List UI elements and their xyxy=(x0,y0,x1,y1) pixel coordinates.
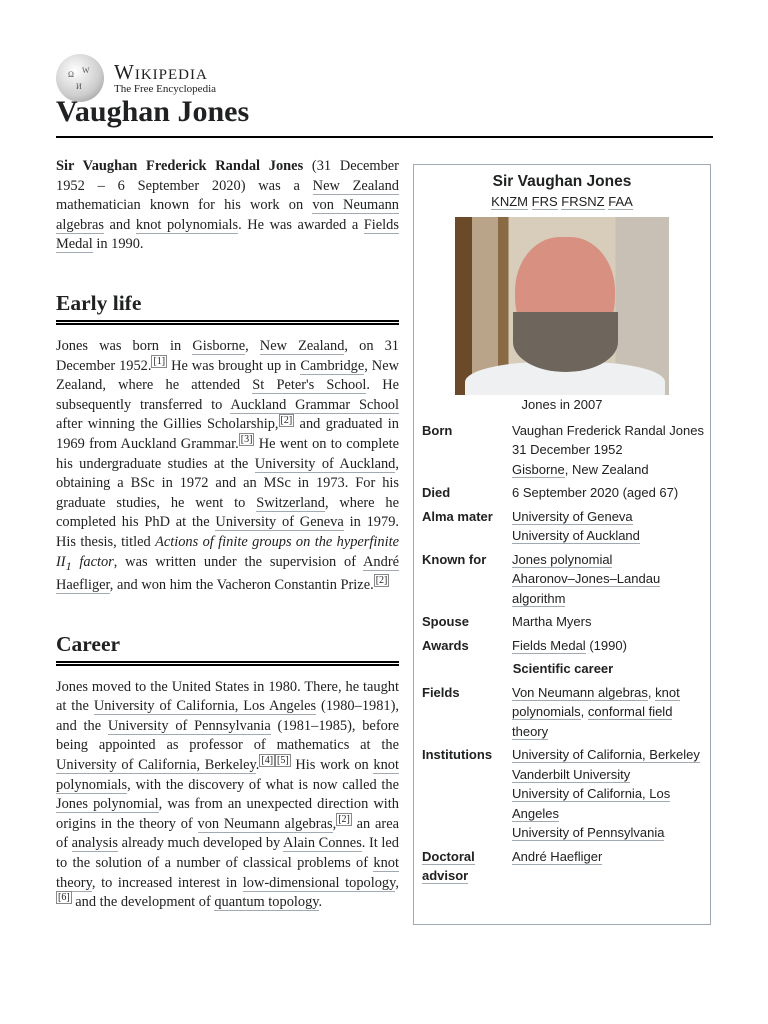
infobox-row xyxy=(418,419,708,482)
infobox-value xyxy=(508,610,708,634)
text: mathematician known for his work on xyxy=(56,197,313,214)
honor-link[interactable]: FAA xyxy=(608,193,633,209)
infobox-row xyxy=(418,743,708,845)
wiki-link[interactable]: von Neumann algebras xyxy=(56,197,399,233)
text: , New Zealand xyxy=(564,461,649,477)
tagline: The Free Encyclopedia xyxy=(114,82,217,95)
paragraph xyxy=(56,678,399,913)
text: . It led to the solution of a number of classical problems of xyxy=(56,835,399,871)
wiki-link[interactable]: University of Geneva xyxy=(512,508,633,524)
paragraph xyxy=(56,157,399,255)
wiki-link[interactable]: Gisborne xyxy=(192,337,246,354)
citation xyxy=(239,433,255,446)
infobox-label[interactable]: Doctoral advisor xyxy=(422,848,475,883)
infobox-row xyxy=(418,481,708,505)
section-heading: Career xyxy=(56,631,399,666)
infobox-value xyxy=(508,481,708,505)
infobox-value xyxy=(508,634,708,658)
honor-link[interactable]: KNZM xyxy=(491,193,529,209)
article-body xyxy=(56,157,399,913)
text: His work on xyxy=(290,756,374,773)
text: . xyxy=(318,894,323,911)
citation-link[interactable]: [2] xyxy=(338,813,350,825)
citation-link[interactable]: [6] xyxy=(58,892,70,904)
text: , xyxy=(245,337,260,354)
text: , on 31 December 1952. xyxy=(56,337,399,374)
section-header: Scientific career xyxy=(512,661,614,676)
text: in 1990. xyxy=(92,236,144,253)
section-heading: Early life xyxy=(56,290,399,325)
citation-link[interactable]: [3] xyxy=(240,434,253,446)
text: , was from an unexpected direction with origins in the theory of xyxy=(56,796,400,832)
text: . He subsequently transferred to xyxy=(56,377,399,413)
infobox-row xyxy=(418,610,708,634)
citation-link[interactable]: [2] xyxy=(280,414,293,426)
citation xyxy=(259,754,275,767)
text: Jones moved to the United States in 1980. There, he taught at the xyxy=(56,678,399,715)
wiki-link[interactable]: Cambridge xyxy=(300,357,365,374)
infobox-honors xyxy=(414,192,710,212)
text: , xyxy=(395,874,399,891)
text: and graduated in 1969 from Auckland Grammar. xyxy=(56,416,400,452)
infobox-label: Spouse xyxy=(422,614,469,629)
wordmark: Wikipedia xyxy=(114,59,208,84)
text: an area of xyxy=(56,815,399,852)
text: after winning the Gillies Scholarship, xyxy=(56,416,279,433)
wiki-link[interactable]: Von Neumann algebras xyxy=(512,684,648,700)
text: (31 December 1952 – 6 September 2020) was a xyxy=(56,158,399,194)
text: He was brought up in xyxy=(167,357,301,374)
text: Jones was born in xyxy=(56,337,193,354)
infobox-label: Institutions xyxy=(422,747,493,762)
infobox-row xyxy=(418,681,708,744)
wiki-link[interactable]: Aharonov–Jones–Landau algorithm xyxy=(512,571,661,606)
wiki-link[interactable]: Auckland Grammar School xyxy=(230,396,399,413)
text: , xyxy=(580,704,588,719)
wiki-link[interactable]: low-dimensional topology xyxy=(242,874,396,891)
wiki-link[interactable]: knot polynomials xyxy=(135,216,239,233)
text: , xyxy=(332,815,337,832)
text: , obtaining a BSc in 1972 and an MSc in 1973. For his graduate studies, he went to xyxy=(56,455,399,511)
wiki-link[interactable]: Jones polynomial xyxy=(512,551,613,567)
wiki-link[interactable]: University of California, Berkeley xyxy=(512,747,700,762)
text: factor xyxy=(71,553,114,570)
wiki-link[interactable]: analysis xyxy=(71,835,118,852)
wiki-link[interactable]: University of California, Berkeley xyxy=(56,756,256,773)
wiki-link[interactable]: knot theory xyxy=(56,854,399,891)
wiki-link[interactable]: Jones polynomial xyxy=(56,796,159,813)
infobox-row xyxy=(418,845,708,888)
text: He went on to complete his undergraduate studies at the xyxy=(56,435,399,472)
text: , where he completed his PhD at the xyxy=(56,494,399,531)
text: , with the discovery of what is now called the xyxy=(127,776,399,793)
text: . He was awarded a xyxy=(238,216,364,233)
text: , to increased interest in xyxy=(91,874,243,891)
text: , and won him the Vacheron Constantin Prize. xyxy=(109,576,374,593)
honor-link[interactable]: FRSNZ xyxy=(561,193,605,209)
infobox-row xyxy=(418,505,708,548)
wiki-link[interactable]: University of Auckland xyxy=(512,528,640,543)
citation-link[interactable]: [4] xyxy=(261,755,274,767)
text: and xyxy=(103,216,136,233)
wiki-link[interactable]: Switzerland xyxy=(256,494,325,511)
honor-link[interactable]: FRS xyxy=(531,193,558,209)
wiki-link[interactable]: New Zealand xyxy=(259,337,345,354)
citation-link[interactable]: [5] xyxy=(277,755,289,767)
photo-caption: Jones in 2007 xyxy=(521,397,603,412)
wiki-link[interactable]: Fields Medal xyxy=(512,637,586,653)
infobox-label: Fields xyxy=(422,684,460,700)
infobox-label: Awards xyxy=(422,637,469,653)
infobox-row xyxy=(418,657,708,681)
text: Martha Myers xyxy=(512,614,592,629)
text: in 1979. His thesis, titled xyxy=(56,514,399,550)
text: (1981–1985), before being appointed as professor of mathematics at the xyxy=(56,717,399,754)
citation xyxy=(56,891,72,904)
infobox-row xyxy=(418,634,708,658)
infobox-value xyxy=(508,505,708,548)
infobox-table xyxy=(418,419,708,888)
infobox-label: Died xyxy=(422,485,451,500)
text: 6 September 2020 (aged 67) xyxy=(512,485,679,500)
portrait-photo[interactable] xyxy=(455,217,669,395)
wiki-link[interactable]: University of California, Los Angeles xyxy=(512,786,671,821)
infobox xyxy=(413,164,711,925)
infobox-value xyxy=(508,845,708,888)
infobox-label: Known for xyxy=(422,551,487,567)
wiki-link[interactable]: Fields Medal xyxy=(56,216,399,253)
wiki-link[interactable]: University of Pennsylvania xyxy=(107,717,271,734)
wiki-link[interactable]: University of Pennsylvania xyxy=(512,825,665,840)
text: Vaughan Frederick Randal Jones xyxy=(512,422,704,438)
wiki-link[interactable]: Alain Connes xyxy=(283,835,362,852)
infobox-value xyxy=(508,681,708,744)
text: , New Zealand, where he attended xyxy=(56,357,399,394)
wiki-link[interactable]: knot polynomials xyxy=(512,684,680,719)
wiki-link[interactable]: von Neumann algebras xyxy=(197,815,333,832)
text: , xyxy=(647,684,656,700)
wiki-link[interactable]: André Haefliger xyxy=(512,848,603,864)
infobox-value xyxy=(508,743,708,845)
citation xyxy=(151,355,167,368)
page-title: Vaughan Jones xyxy=(56,95,250,128)
wiki-link[interactable]: University of Geneva xyxy=(215,514,344,531)
text: 31 December 1952 xyxy=(512,442,623,457)
wiki-link[interactable]: quantum topology xyxy=(214,894,319,911)
wiki-link[interactable]: New Zealand xyxy=(312,177,399,194)
infobox-label: Born xyxy=(422,422,453,438)
citation xyxy=(336,813,352,826)
citation xyxy=(279,414,295,427)
wiki-link[interactable]: University of California, Los Angeles xyxy=(93,698,317,715)
paragraph xyxy=(56,337,399,596)
wiki-link[interactable]: conformal field theory xyxy=(512,704,673,739)
infobox-value xyxy=(508,548,708,611)
wiki-link[interactable]: St Peter's School xyxy=(252,377,367,394)
text: Sir Vaughan Frederick Randal Jones xyxy=(56,158,304,174)
wiki-link[interactable]: knot polynomials xyxy=(56,756,399,793)
text: (1980–1981), and the xyxy=(56,698,399,734)
title-divider xyxy=(56,136,713,138)
wiki-link[interactable]: Vanderbilt University xyxy=(512,766,631,782)
infobox-row xyxy=(418,548,708,611)
text: and the development of xyxy=(71,894,215,911)
wiki-link[interactable]: André Haefliger xyxy=(56,553,399,593)
infobox-name: Sir Vaughan Jones xyxy=(492,173,632,190)
infobox-value xyxy=(508,419,708,482)
text: , was written under the supervision of xyxy=(113,553,364,570)
wikipedia-globe-icon: Ω W И xyxy=(56,54,104,102)
text: already much developed by xyxy=(117,835,284,852)
citation xyxy=(374,574,390,587)
infobox-label: Alma mater xyxy=(422,508,493,524)
text: . xyxy=(255,756,260,773)
wiki-link[interactable]: University of Auckland xyxy=(254,455,396,472)
text: Actions of finite groups on the hyperfinite II xyxy=(56,533,399,570)
text: 1 xyxy=(65,558,72,573)
wiki-link[interactable]: Gisborne xyxy=(512,461,565,477)
citation-link[interactable]: [2] xyxy=(375,575,388,587)
citation xyxy=(275,754,291,767)
text: (1990) xyxy=(585,637,627,653)
citation-link[interactable]: [1] xyxy=(153,355,166,367)
